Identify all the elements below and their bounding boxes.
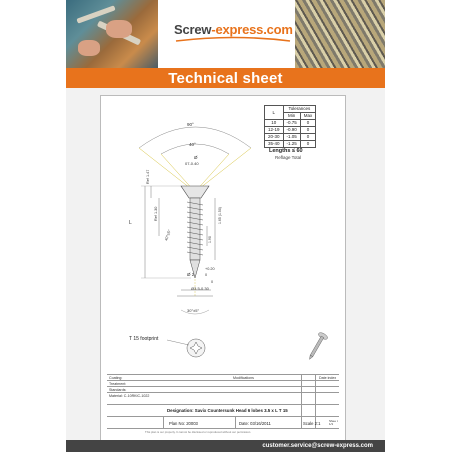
- shank-small-label: 1.90: [208, 236, 212, 243]
- brand-logo: [174, 22, 299, 48]
- banner-title: Technical sheet: [168, 69, 283, 87]
- cell-max: 0: [300, 141, 316, 148]
- disclaimer-text: This plan is our property. It cannot be disclosed or reproduced without our permission.: [145, 430, 252, 434]
- zero2-label: 0: [211, 280, 214, 284]
- banner: [66, 68, 385, 88]
- tip-angle-label: 30°±5°: [187, 308, 200, 313]
- tolerance-table: [264, 105, 316, 148]
- cell-min: -1.25: [283, 141, 300, 148]
- hand-shape: [78, 40, 100, 56]
- brand-name: [174, 22, 299, 37]
- col-min-header: Min: [283, 113, 300, 120]
- technical-drawing-sheet: [100, 95, 346, 443]
- tb-divider: [315, 374, 316, 428]
- tb-divider: [163, 416, 164, 428]
- plan-scale: Scale 2:1: [303, 421, 321, 426]
- material-label: Material: C-10RKIC-1022: [109, 394, 150, 398]
- screws-photo: [295, 0, 385, 68]
- col-tolerances-header: Tolerances: [283, 106, 316, 113]
- cell-max: 0: [300, 134, 316, 141]
- plan-date: Date: 03/16/2011: [239, 421, 271, 426]
- zero-label: 0: [205, 273, 208, 277]
- head-dia-symbol: Ø: [194, 155, 198, 160]
- guide-line: [195, 148, 251, 192]
- cell-l: 35-40: [265, 141, 284, 148]
- plan-number: Plan No: 20003: [169, 421, 198, 426]
- ref-top-label: Ref 1.47: [146, 169, 150, 184]
- lengths-note: Lengths ≤ 60: [269, 148, 303, 154]
- cell-min: -0.90: [283, 127, 300, 134]
- table-row: [265, 127, 316, 134]
- tb-divider: [235, 416, 236, 428]
- cell-min: -1.05: [283, 134, 300, 141]
- table-row: [265, 134, 316, 141]
- coating-label: Coating:: [109, 376, 123, 380]
- head-dia-value: 07-0.40: [185, 161, 199, 166]
- brand-accent: -express.com: [211, 22, 293, 37]
- reflage-note: Reflage Total: [275, 155, 302, 160]
- length-label: L: [129, 220, 132, 226]
- logo-swoosh-icon: [174, 36, 292, 44]
- col-max-header: Max: [300, 113, 316, 120]
- standards-label: Standards:: [109, 388, 127, 392]
- workshop-photo: [66, 0, 158, 68]
- cell-l: 10: [265, 120, 284, 127]
- cell-l: 12-19: [265, 127, 284, 134]
- table-row: [265, 120, 316, 127]
- sheet-number: Shee t 1/1: [329, 419, 338, 427]
- treatment-label: Treatment:: [109, 382, 127, 386]
- plus-tol-label: +0.20: [205, 267, 215, 271]
- shank-right-label: 1.65 (1.50): [218, 207, 222, 224]
- d2-label: Ø 2: [187, 272, 195, 277]
- header: [66, 0, 385, 68]
- cell-l: 20-30: [265, 134, 284, 141]
- footprint-label: T 15 footprint: [129, 336, 159, 342]
- col-l-header: L: [265, 106, 284, 120]
- tb-row-material: [107, 392, 339, 399]
- cell-max: 0: [300, 120, 316, 127]
- footprint-leader: [167, 340, 189, 345]
- footer: [66, 440, 385, 452]
- tb-divider: [301, 374, 302, 428]
- date-index-label: Date index: [319, 376, 337, 380]
- d35-label: Ø3.5-0.30: [191, 286, 209, 291]
- brand-main: Screw: [174, 22, 212, 37]
- hand-shape: [106, 20, 132, 38]
- thread-angle-label: 40°±5°: [164, 229, 172, 242]
- modifications-label: Modifications: [233, 376, 254, 380]
- contact-email-link[interactable]: customer.service@screw-express.com: [262, 443, 373, 449]
- title-block: [107, 374, 339, 438]
- cell-min: -0.75: [283, 120, 300, 127]
- angle-inner-label: 40°: [189, 142, 196, 147]
- table-row: [265, 141, 316, 148]
- ref-mid-label: Ref 1.30: [154, 206, 158, 221]
- screw-head: [181, 186, 209, 198]
- cell-max: 0: [300, 127, 316, 134]
- designation-text: Designation: Savix Countersunk Head 6 lobes 3.5 x L T 15: [167, 408, 288, 413]
- screw-isometric-icon: [305, 331, 328, 362]
- angle-outer-label: 90°: [187, 122, 194, 127]
